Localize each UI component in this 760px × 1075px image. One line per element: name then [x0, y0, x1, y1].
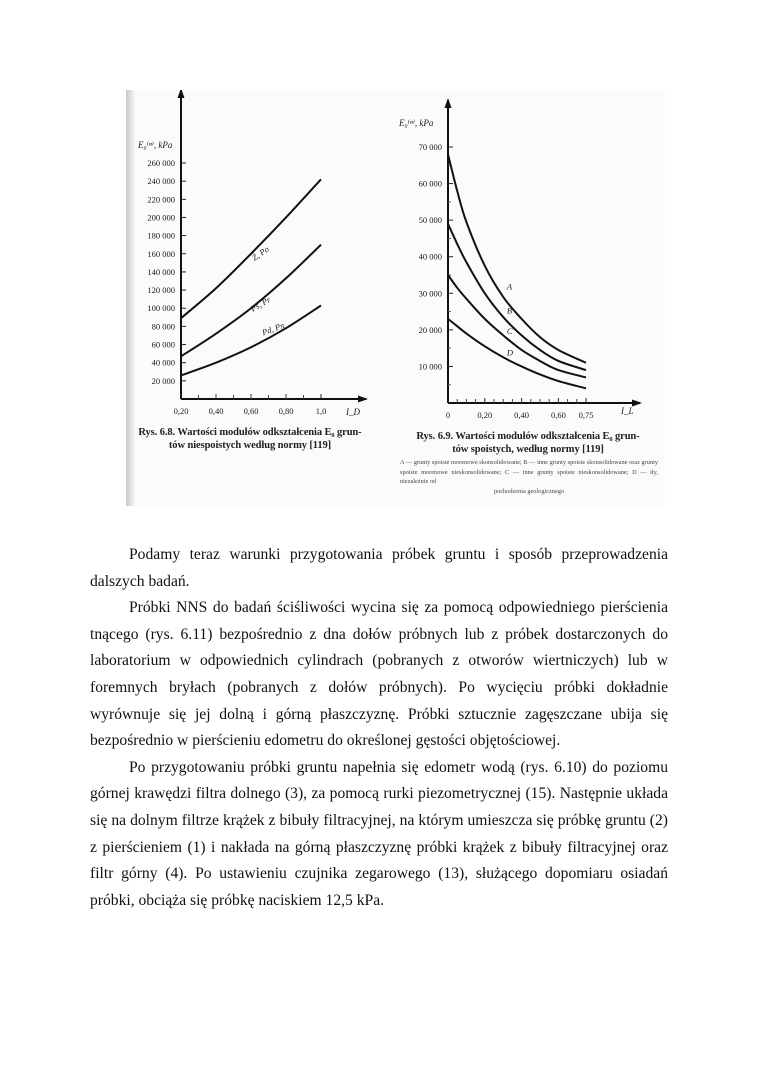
- series-line-3: [181, 306, 321, 376]
- x-axis-label: I_L: [621, 406, 634, 416]
- y-tick-label: 260 000: [147, 158, 175, 168]
- series-line-2: [448, 224, 586, 370]
- series-label-1: Ż, Po: [249, 243, 271, 263]
- y-tick-label: 160 000: [147, 248, 175, 259]
- y-tick-label: 20 000: [418, 324, 442, 335]
- x-tick-label: 0,40: [514, 410, 530, 420]
- figure-caption-right: [393, 430, 663, 456]
- y-tick-label: 20 000: [151, 375, 175, 386]
- paragraph-2: Próbki NNS do badań ściśliwości wycina się za pomocą odpowiedniego pierścienia tnącego (rys. 6.11) bezpośrednio z dna dołów próbnych lub z próbek dostarczonych do laboratorium w odpowiednich cylindrach (pobranych z otworów wiertniczych) lub w foremnych bryłach (pobranych z dołów próbnych). Po wycięciu próbki dokładnie wyrównuje się jej dolną i górną płaszczyznę. Próbki sztucznie zagęszczane ubija się bezpośrednio w pierścieniu edometru do określonej gęstości objętościowej.: [90, 599, 668, 750]
- caption-left-line1: Rys. 6.8. Wartości modułów odkształcenia E₀ grun-: [138, 427, 362, 438]
- y-tick-label: 40 000: [418, 251, 442, 262]
- caption-note-text: A — grunty spoiste morenowe skonsolidowane; B — inne grunty spoiste skonsolidowane oraz grunty spoiste morenowe nieskonsolidowane; C — inne grunty spoiste nieskonsolidowane; D — iły, niezależnie od: [400, 459, 658, 485]
- x-tick-label: 0,80: [278, 406, 294, 416]
- caption-right-line2: tów spoistych, według normy [119]: [452, 444, 604, 455]
- caption-right-line1: Rys. 6.9. Wartości modułów odkształcenia E₀ grun-: [416, 431, 640, 442]
- y-tick-label: 10 000: [418, 361, 442, 372]
- series-label-1: A: [506, 281, 513, 292]
- caption-left-line2: tów niespoistych według normy [119]: [168, 440, 332, 451]
- x-axis-arrow: [358, 396, 368, 403]
- series-label-4: D: [506, 347, 514, 358]
- x-tick-label: 1,0: [315, 406, 327, 416]
- y-axis-arrow: [178, 90, 185, 98]
- y-tick-label: 220 000: [147, 194, 175, 205]
- x-tick-label: 0,40: [208, 406, 224, 416]
- chart-cohesionless-soils: [126, 90, 386, 420]
- scanned-figure: [126, 90, 665, 506]
- y-tick-label: 60 000: [151, 339, 175, 350]
- figure-caption-right-note: [400, 458, 658, 496]
- y-tick-label: 60 000: [418, 178, 442, 189]
- y-tick-label: 200 000: [147, 212, 175, 223]
- body-text: [90, 542, 668, 914]
- x-tick-label: 0: [445, 410, 451, 420]
- series-label-3: C: [506, 326, 513, 337]
- x-tick-label: 0,20: [477, 410, 493, 420]
- y-tick-label: 120 000: [147, 285, 175, 296]
- y-tick-label: 50 000: [418, 215, 442, 226]
- chart-cohesive-soils: [385, 90, 665, 420]
- series-line-1: [181, 179, 321, 318]
- y-tick-label: 40 000: [151, 357, 175, 368]
- y-tick-label: 240 000: [147, 176, 175, 187]
- y-tick-label: 30 000: [418, 288, 442, 299]
- y-axis-label: E₀⁽ⁿ⁾, kPa: [138, 140, 173, 150]
- y-tick-label: 140 000: [147, 266, 175, 277]
- paragraph-3: Po przygotowaniu próbki gruntu napełnia się edometr wodą (rys. 6.10) do poziomu górnej krawędzi filtra dolnego (3), za pomocą rurki piezometrycznej (15). Następnie układa się na dolnym filtrze krążek z bibuły filtracyjnej, na którym umieszcza się próbkę gruntu (2) z pierścieniem (1) i nakłada na górną płaszczyznę próbki krążek z bibuły filtracyjnej oraz filtr górny (4). Po ustawieniu czujnika zegarowego (13), służącego dopomiaru osiadań próbki, obciąża się próbkę naciskiem 12,5 kPa.: [90, 758, 668, 909]
- x-tick-label: 0,60: [243, 406, 259, 416]
- series-label-2: Ps, Pr: [248, 294, 273, 314]
- figure-caption-left: [130, 426, 370, 452]
- x-tick-label: 0,60: [550, 410, 566, 420]
- series-line-3: [448, 275, 586, 377]
- y-axis-arrow: [445, 98, 452, 108]
- y-tick-label: 180 000: [147, 230, 175, 241]
- y-axis-label: E₀⁽ⁿ⁾, kPa: [399, 118, 434, 128]
- caption-note-last: pochodzenia geologicznego: [493, 487, 565, 495]
- x-tick-label: 0,75: [578, 410, 594, 420]
- paragraph-1: Podamy teraz warunki przygotowania próbek gruntu i sposób przeprowadzenia dalszych badań.: [90, 546, 668, 590]
- x-axis-label: I_D: [346, 407, 360, 417]
- y-tick-label: 100 000: [147, 303, 175, 314]
- y-tick-label: 70 000: [418, 142, 442, 152]
- series-label-3: Pd, Pπ: [260, 320, 286, 338]
- y-tick-label: 80 000: [151, 321, 175, 332]
- series-label-2: B: [506, 305, 513, 316]
- x-tick-label: 0,20: [173, 406, 189, 416]
